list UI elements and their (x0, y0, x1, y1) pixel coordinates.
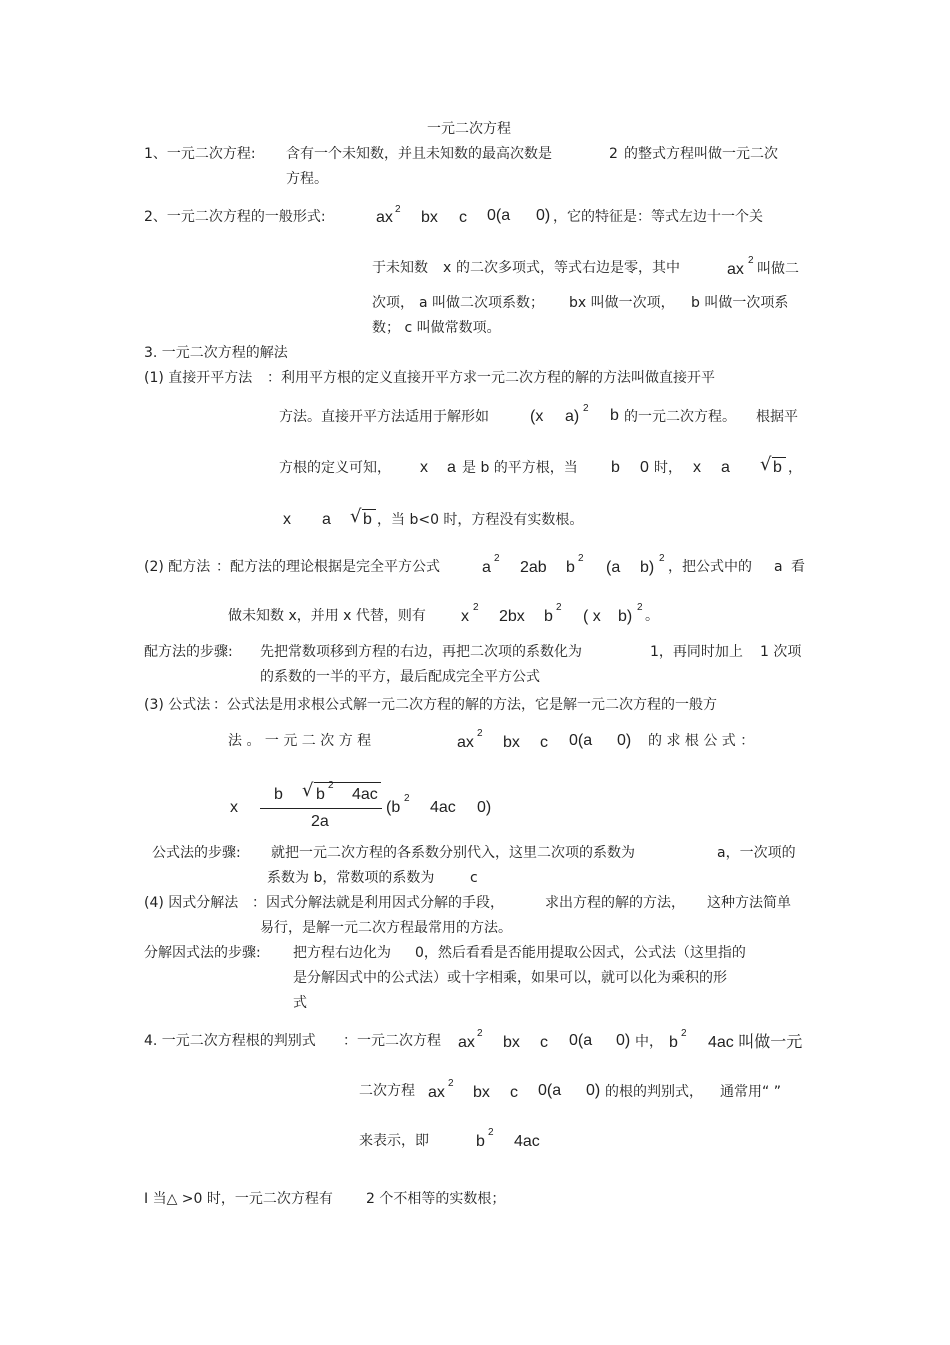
s5-two: 2 个不相等的实数根； (366, 1191, 506, 1207)
s4-line2-zero-a: 0(a (538, 1082, 562, 1099)
s4-line2-c: c (510, 1084, 518, 1101)
m1-line3c: 时， (654, 460, 682, 476)
m1-line3-bv: b (611, 459, 620, 476)
factor-steps-zero: 0，然后看看是否能用提取公因式，公式法（这里指的 (415, 945, 746, 961)
page-title: 一元二次方程 (427, 121, 511, 137)
m2-text3: 看 (791, 559, 805, 575)
formula-2a: 2a (311, 813, 329, 830)
s4-sq: 2 (477, 1028, 483, 1039)
m1-line4-x: x (283, 511, 291, 528)
s2-line2c: 叫做二 (757, 261, 799, 277)
m1-line3b: 是 b 的平方根，当 (462, 460, 578, 476)
m1-line3-a2: a (721, 459, 730, 476)
s4-line2-ax: ax (428, 1084, 445, 1101)
m2-2ab: 2ab (520, 559, 547, 576)
m1-line2c: 的一元二次方程。 (624, 409, 736, 425)
m1-line2-b: b (610, 407, 619, 424)
s4-bx: bx (503, 1034, 520, 1051)
s4-line2-bx: bx (473, 1084, 490, 1101)
s4-tail: 4ac 叫做一元 (708, 1034, 803, 1051)
s1-num2: 2 (609, 146, 618, 162)
fraction-bar (260, 808, 382, 809)
s2-feature: ，它的特征是：等式左边十一个关 (553, 209, 763, 225)
s2-line2a: 于未知数 (372, 260, 428, 276)
s2-line3b: a 叫做二次项系数； (419, 295, 545, 311)
m2-steps-3: 的系数的一半的平方，最后配成完全平方公式 (260, 669, 540, 685)
s4-c: c (540, 1034, 548, 1051)
m2-bb: b (544, 608, 553, 625)
s1-def2: 的整式方程叫做一元二次 (624, 146, 778, 162)
formula-steps-2: 系数为 b，常数项的系数为 (267, 870, 435, 886)
m3-line2b: 的 求 根 公 式 ： (648, 733, 755, 749)
m3-label: (3) 公式法 (144, 697, 211, 713)
m3-ax: ax (457, 734, 474, 751)
m3-zero-close: 0) (617, 732, 632, 749)
m1-line2d: 根据平 (756, 409, 798, 425)
m2-sq4: 2 (473, 602, 479, 613)
m1-line4-a: a (322, 511, 331, 528)
s4-line2c: 通常用“ ” (720, 1084, 781, 1100)
s4-ax: ax (458, 1034, 475, 1051)
sqrt-bar (362, 509, 376, 510)
m3-sq: 2 (477, 728, 483, 739)
sqrt-icon: √ (350, 506, 362, 527)
factor-steps-1: 把方程右边化为 (293, 945, 391, 961)
m2-sq3: 2 (659, 553, 665, 564)
m2-sq5: 2 (556, 602, 562, 613)
s4-line3-4ac: 4ac (514, 1133, 540, 1150)
s1-def1: 含有一个未知数，并且未知数的最高次数是 (286, 146, 552, 162)
s4-zero-close: 0) (616, 1032, 631, 1049)
s2-line2b: 的二次多项式，等式右边是零，其中 (456, 260, 680, 276)
formula-cond-sq: 2 (404, 793, 410, 804)
m3-line2a: 法 。 一 元 二 次 方 程 (228, 733, 372, 749)
s4-b: b (669, 1034, 678, 1051)
s2-ax: ax (376, 209, 393, 226)
m3-text: ：公式法是用求根公式解一元二次方程的解的方法，它是解一元二次方程的一般方 (213, 697, 717, 713)
m2-av: a (774, 559, 783, 575)
formula-steps-a: a，一次项的 (717, 845, 796, 861)
m2-steps-1: 先把常数项移到方程的右边，再把二次项的系数化为 (260, 644, 582, 660)
m1-line3-comma: ， (788, 460, 802, 476)
s2-line3d: b 叫做一次项系 (691, 295, 789, 311)
s2-line2sq: 2 (748, 255, 754, 266)
m1-line3-x2: x (693, 459, 701, 476)
m1-line2-a: a) (565, 408, 580, 425)
s2-line3a: 次项， (372, 295, 414, 311)
m2-sq1: 2 (494, 553, 500, 564)
m2-line2a: 做未知数 x，并用 x 代替，则有 (228, 608, 426, 624)
formula-b: b (274, 786, 283, 803)
s4-line3-sq: 2 (488, 1127, 494, 1138)
m2-sq6: 2 (637, 602, 643, 613)
m1-line3-zero: 0 (640, 459, 649, 476)
s4-line2b: 的根的判别式， (605, 1084, 703, 1100)
s4-sq2: 2 (681, 1028, 687, 1039)
m2-sq2: 2 (578, 553, 584, 564)
m2-steps-2: 1 次项 (760, 644, 802, 660)
m1-line3-x: x (420, 459, 428, 476)
m4-label: (4) 因式分解法 (144, 895, 239, 911)
s4-line2a: 二次方程 (359, 1083, 415, 1099)
formula-x: x (230, 799, 238, 816)
sqrt-icon: √ (760, 454, 772, 475)
s2-zero-a: 0(a (487, 207, 511, 224)
m2-text2: ，把公式中的 (668, 559, 752, 575)
factor-steps-3: 式 (293, 995, 307, 1011)
formula-4ac: 4ac (352, 786, 378, 803)
s4-zero-a: 0(a (569, 1032, 593, 1049)
s2-c: c (459, 209, 467, 226)
m2-steps-one: 1，再同时加上 (650, 644, 743, 660)
s2-line2x: x (443, 260, 452, 276)
m1-line2-open: (x (530, 408, 544, 425)
factor-steps-label: 分解因式法的步骤: (144, 945, 261, 961)
s2-line2ax: ax (727, 261, 744, 278)
formula-cond-b: (b (386, 799, 401, 816)
m2-b: b (566, 559, 575, 576)
m1-label: (1) 直接开平方法 (144, 370, 253, 386)
formula-b2: b (316, 786, 325, 803)
formula-cond-0: 0) (477, 799, 492, 816)
s2-label: 2、一元二次方程的一般形式: (144, 209, 326, 225)
formula-steps-1: 就把一元二次方程的各系数分别代入，这里二次项的系数为 (271, 845, 635, 861)
s2-line3c: bx 叫做一次项， (569, 295, 675, 311)
m3-c: c (540, 734, 548, 751)
formula-steps-c: c (470, 870, 478, 886)
m4-text3: 这种方法简单 (707, 895, 791, 911)
m1-line2-sq: 2 (583, 403, 589, 414)
s2-sq: 2 (395, 204, 401, 215)
m1-line2a: 方法。直接开平方法适用于解形如 (279, 409, 489, 425)
m1-line3-a: a (447, 459, 456, 476)
s4-mid: 中， (635, 1034, 663, 1050)
s5-line: I 当△ >0 时，一元二次方程有 (144, 1191, 333, 1207)
m2-ab-close: b) (640, 559, 655, 576)
s4-line3a: 来表示，即 (359, 1133, 429, 1149)
sqrt-bar (314, 782, 381, 783)
s4-label: 4. 一元二次方程根的判别式 (144, 1033, 316, 1049)
m2-xb-open: ( x (583, 608, 601, 625)
m3-zero-a: 0(a (569, 732, 593, 749)
m2-ab-open: (a (606, 559, 621, 576)
m2-steps-label: 配方法的步骤: (144, 644, 233, 660)
formula-steps-label: 公式法的步骤: (152, 845, 241, 861)
m2-text: ：配方法的理论根据是完全平方公式 (216, 559, 440, 575)
formula-sq: 2 (328, 780, 334, 791)
s2-line4: 数； c 叫做常数项。 (372, 320, 501, 336)
m1-line3-sb: b (773, 459, 782, 476)
sqrt-icon: √ (302, 780, 314, 801)
formula-cond-4ac: 4ac (430, 799, 456, 816)
m3-bx: bx (503, 734, 520, 751)
s2-bx: bx (421, 209, 438, 226)
s3-header: 3. 一元二次方程的解法 (144, 345, 288, 361)
m4-line2: 易行，是解一元二次方程最常用的方法。 (260, 920, 512, 936)
s2-zero-close: 0) (536, 207, 551, 224)
m2-x: x (461, 608, 469, 625)
s1-def3: 方程。 (286, 171, 328, 187)
m2-xb-close: b) (618, 608, 633, 625)
s4-line2-zero-close: 0) (586, 1082, 601, 1099)
s1-label: 1、一元二次方程: (144, 146, 256, 162)
m1-text: ：利用平方根的定义直接开平方求一元二次方程的解的方法叫做直接开平 (267, 370, 715, 386)
m2-end: 。 (645, 608, 659, 624)
m1-line4-text: ，当 b<0 时，方程没有实数根。 (377, 512, 584, 528)
s4-line2-sq: 2 (448, 1078, 454, 1089)
m4-text: ：因式分解法就是利用因式分解的手段， (252, 895, 504, 911)
sqrt-bar (772, 457, 786, 458)
m2-2bx: 2bx (499, 608, 525, 625)
s4-line3-b: b (476, 1133, 485, 1150)
m1-line4-sb: b (363, 511, 372, 528)
factor-steps-2: 是分解因式中的公式法）或十字相乘，如果可以，就可以化为乘积的形 (293, 970, 727, 986)
m4-text2: 求出方程的解的方法， (545, 895, 685, 911)
m2-label: (2) 配方法 (144, 559, 211, 575)
m2-a: a (482, 559, 491, 576)
s4-text: ：一元二次方程 (343, 1033, 441, 1049)
m1-line3a: 方根的定义可知， (279, 460, 391, 476)
